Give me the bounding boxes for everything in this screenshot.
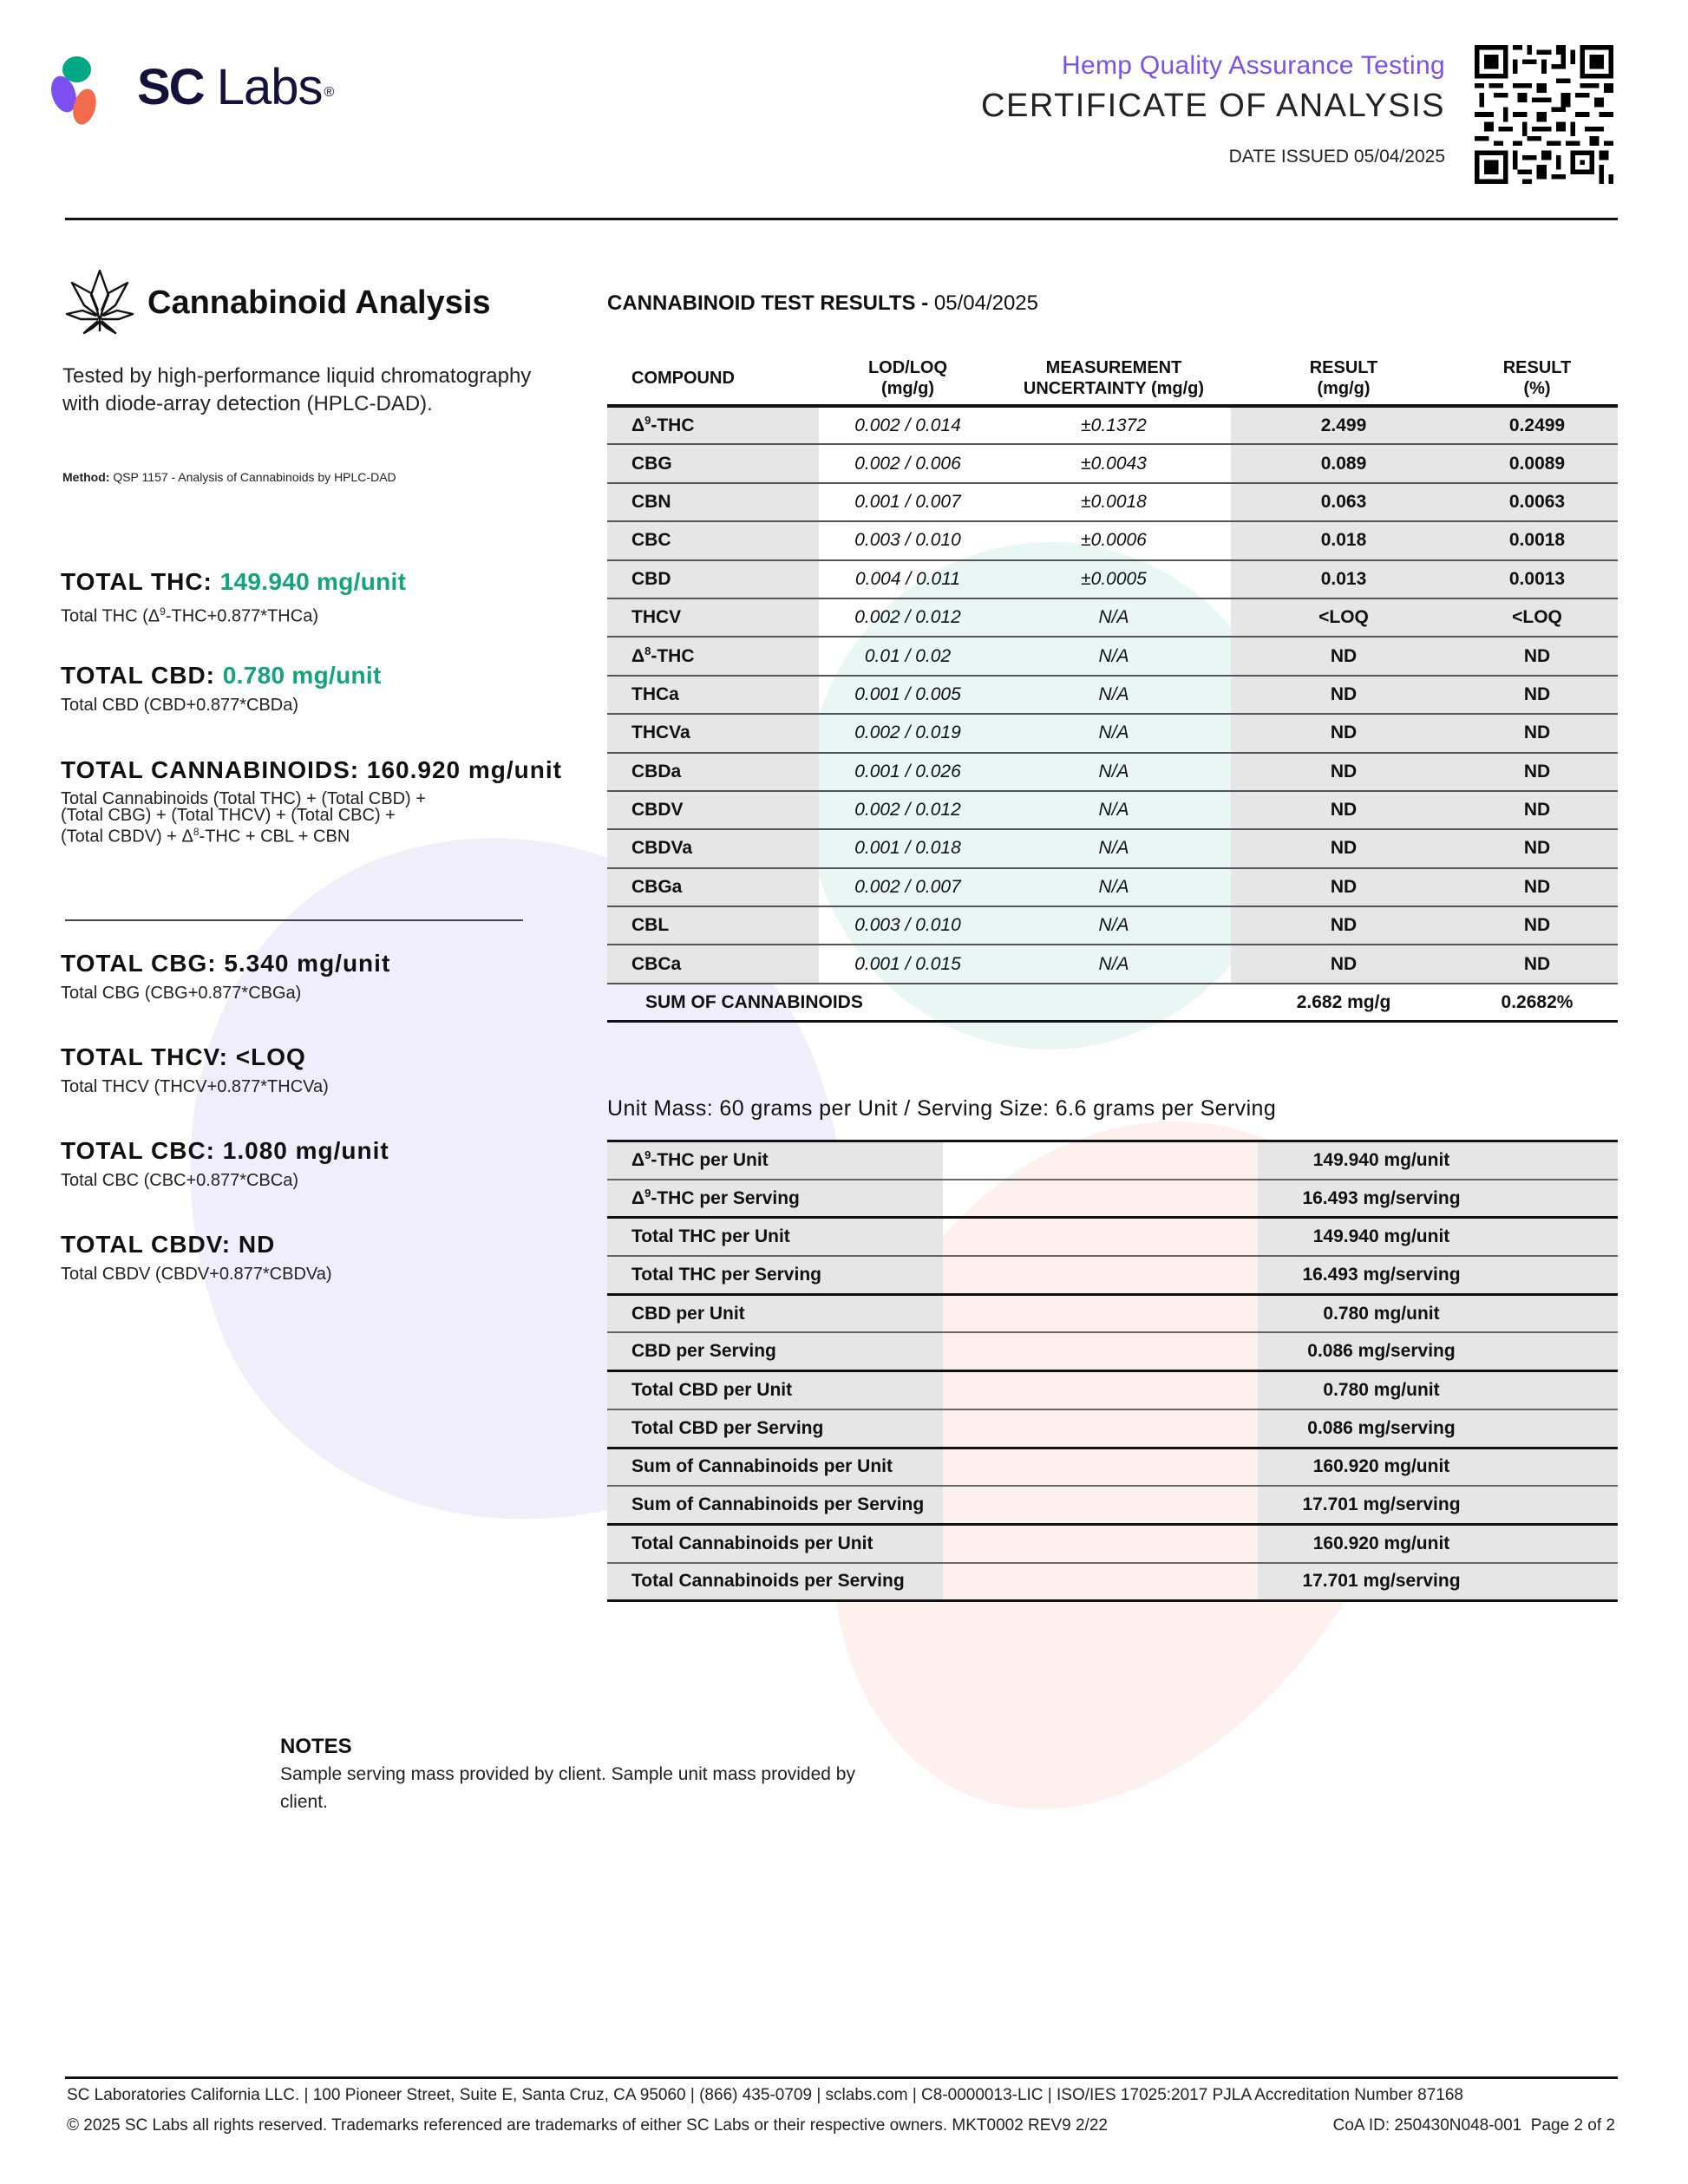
table-row — [607, 1409, 1618, 1448]
table-row — [607, 1218, 1618, 1256]
serving-value: 160.920 mg/unit — [1258, 1448, 1618, 1486]
sum-mgg: 2.682 mg/g — [1296, 991, 1391, 1012]
table-row — [607, 1180, 1618, 1218]
table-row — [607, 1294, 1618, 1332]
serving-value: 160.920 mg/unit — [1258, 1524, 1618, 1562]
lod-loq-value: 0.001 / 0.007 — [854, 491, 961, 512]
result-mgg: ND — [1231, 637, 1456, 675]
uncertainty-value: N/A — [1098, 915, 1129, 936]
result-pct: ND — [1456, 791, 1618, 829]
table-row — [607, 753, 1618, 791]
footer-company-info: SC Laboratories California LLC. | 100 Pioneer Street, Suite E, Santa Cruz, CA 95060 | (866) 435-0709 | sclabs.com | C8-0000013-LIC | ISO/IES 17025:2017 PJLA Accreditation Number 87168 — [67, 2086, 1463, 2104]
uncertainty-value: N/A — [1098, 800, 1129, 821]
lod-loq-value: 0.002 / 0.012 — [854, 607, 961, 628]
uncertainty-value: N/A — [1098, 607, 1129, 628]
logo-wordmark — [137, 61, 333, 114]
method-description: Tested by high-performance liquid chromatography with diode-array detection (HPLC-DAD). — [62, 364, 532, 415]
table-row — [607, 406, 1618, 444]
result-mgg: <LOQ — [1231, 598, 1456, 637]
total-cbd — [61, 662, 382, 714]
column-header-lod-loq: LOD/LOQ (mg/g) — [867, 358, 948, 398]
uncertainty-value: N/A — [1098, 953, 1129, 974]
result-pct: 0.0018 — [1456, 521, 1618, 559]
table-row — [607, 483, 1618, 521]
method-text: QSP 1157 - Analysis of Cannabinoids by HPLC-DAD — [113, 470, 396, 484]
result-mgg: ND — [1231, 906, 1456, 945]
sum-of-cannabinoids-row — [607, 984, 1618, 1022]
table-row — [607, 676, 1618, 714]
serving-table — [607, 1140, 1618, 1602]
result-mgg: ND — [1231, 829, 1456, 867]
total-value: ND — [238, 1231, 276, 1258]
qr-code-icon[interactable] — [1475, 45, 1613, 184]
lod-loq-value: 0.001 / 0.005 — [854, 683, 961, 704]
result-mgg: ND — [1231, 945, 1456, 983]
total-formula: Total CBD (CBD+0.877*CBDa) — [61, 696, 298, 715]
table-row — [607, 637, 1618, 675]
section-title: Cannabinoid Analysis — [147, 284, 491, 321]
lod-loq-value: 0.004 / 0.011 — [854, 568, 961, 589]
table-row — [607, 868, 1618, 906]
lod-loq-value: 0.01 / 0.02 — [864, 645, 952, 666]
total-formula: Total CBDV (CBDV+0.877*CBDVa) — [61, 1265, 332, 1284]
page-number: Page 2 of 2 — [1530, 2116, 1615, 2135]
total-formula: Total CBC (CBC+0.877*CBCa) — [61, 1171, 298, 1190]
column-header-result-pct: RESULT (%) — [1502, 358, 1572, 398]
column-header-uncertainty: MEASUREMENT UNCERTAINTY (mg/g) — [1023, 358, 1205, 398]
total-value: 5.340 mg/unit — [224, 950, 391, 977]
uncertainty-value: ±0.0005 — [1081, 568, 1147, 589]
table-row — [607, 714, 1618, 752]
cannabinoid-results-table — [607, 354, 1618, 1023]
compound-name: CBC — [607, 521, 819, 559]
sum-label: SUM OF CANNABINOIDS — [645, 991, 863, 1012]
serving-label: Total THC per Serving — [607, 1256, 943, 1294]
total-label: TOTAL CBDV: — [61, 1231, 232, 1258]
table-row — [607, 598, 1618, 637]
total-label: TOTAL CBG: — [61, 950, 217, 977]
uncertainty-value: N/A — [1098, 761, 1129, 781]
result-pct: ND — [1456, 753, 1618, 791]
results-title — [607, 291, 1038, 316]
total-thcv — [61, 1043, 329, 1095]
footer-coa-id-page — [1333, 2116, 1615, 2135]
table-header-row — [607, 354, 1618, 406]
total-label: TOTAL THCV: — [61, 1043, 228, 1070]
uncertainty-value: N/A — [1098, 645, 1129, 666]
total-formula: Total Cannabinoids (Total THC) + (Total CBD) + (Total CBG) + (Total THCV) + (Total CBC) + (Total CBDV) + $\Delta^8$-THC + CBL + CBN — [61, 789, 426, 847]
total-cbg — [61, 950, 390, 1002]
table-row — [607, 1141, 1618, 1180]
lod-loq-value: 0.001 / 0.018 — [854, 838, 961, 859]
total-formula: Total THCV (THCV+0.877*THCVa) — [61, 1077, 329, 1096]
left-divider — [65, 919, 523, 921]
result-pct: ND — [1456, 637, 1618, 675]
table-row — [607, 1563, 1618, 1601]
serving-label: Total CBD per Serving — [607, 1409, 943, 1448]
lod-loq-value: 0.002 / 0.014 — [854, 415, 961, 435]
uncertainty-value: N/A — [1098, 838, 1129, 859]
serving-label: Total Cannabinoids per Unit — [607, 1524, 943, 1562]
uncertainty-value: ±0.0018 — [1081, 491, 1147, 512]
uncertainty-value: ±0.1372 — [1081, 415, 1147, 435]
sum-pct: 0.2682% — [1501, 991, 1574, 1012]
uncertainty-value: ±0.0006 — [1081, 530, 1147, 551]
result-mgg: ND — [1231, 676, 1456, 714]
serving-value: 0.086 mg/serving — [1258, 1409, 1618, 1448]
compound-name: CBCa — [607, 945, 819, 983]
table-row — [607, 791, 1618, 829]
table-row — [607, 1371, 1618, 1409]
serving-value: 0.780 mg/unit — [1258, 1371, 1618, 1409]
coa-id: CoA ID: 250430N048-001 — [1332, 2116, 1522, 2135]
registered-mark: ® — [324, 85, 334, 100]
serving-label: Sum of Cannabinoids per Unit — [607, 1448, 943, 1486]
result-mgg: 2.499 — [1231, 406, 1456, 444]
result-mgg: 0.089 — [1231, 444, 1456, 482]
lod-loq-value: 0.002 / 0.006 — [854, 453, 961, 474]
result-mgg: 0.013 — [1231, 560, 1456, 598]
lod-loq-value: 0.001 / 0.015 — [854, 953, 961, 974]
total-label: TOTAL CANNABINOIDS: — [61, 756, 360, 783]
table-row — [607, 521, 1618, 559]
result-pct: 0.2499 — [1456, 406, 1618, 444]
total-label: TOTAL CBD: — [61, 662, 215, 689]
compound-name: $\Delta^8$-THC — [607, 637, 819, 675]
results-title-label: CANNABINOID TEST RESULTS - — [607, 291, 929, 315]
serving-value: 0.780 mg/unit — [1258, 1294, 1618, 1332]
serving-label: $\Delta^9$-THC per Serving — [607, 1180, 943, 1218]
date-issued: DATE ISSUED 05/04/2025 — [1228, 147, 1445, 167]
compound-name: CBGa — [607, 868, 819, 906]
compound-name: THCVa — [607, 714, 819, 752]
serving-value: 149.940 mg/unit — [1258, 1218, 1618, 1256]
result-pct: ND — [1456, 829, 1618, 867]
serving-label: Total Cannabinoids per Serving — [607, 1563, 943, 1601]
total-value: 0.780 mg/unit — [222, 662, 382, 689]
footer-copyright: © 2025 SC Labs all rights reserved. Trademarks referenced are trademarks of either SC Labs or their respective owners. MKT0002 REV9 2/22 — [67, 2116, 1108, 2135]
total-value: 149.940 mg/unit — [219, 568, 407, 595]
results-title-date: 05/04/2025 — [928, 291, 1039, 315]
serving-label: Total CBD per Unit — [607, 1371, 943, 1409]
uncertainty-value: N/A — [1098, 876, 1129, 897]
total-cbdv — [61, 1231, 332, 1283]
compound-name: CBDV — [607, 791, 819, 829]
notes-heading: NOTES — [280, 1735, 352, 1758]
total-thc — [61, 568, 406, 625]
lod-loq-value: 0.003 / 0.010 — [854, 915, 961, 936]
logo-wordmark-bold: SC — [137, 59, 204, 115]
document-subtitle: Hemp Quality Assurance Testing — [1062, 51, 1445, 80]
lod-loq-value: 0.001 / 0.026 — [854, 761, 961, 781]
serving-value: 149.940 mg/unit — [1258, 1141, 1618, 1180]
serving-label: CBD per Unit — [607, 1294, 943, 1332]
total-formula: Total THC $(\Delta^9-THC+0.877*THCa)$ — [61, 605, 318, 626]
method-line — [62, 470, 396, 484]
total-value: 1.080 mg/unit — [222, 1137, 389, 1164]
result-pct: <LOQ — [1456, 598, 1618, 637]
compound-name: CBL — [607, 906, 819, 945]
table-row — [607, 1486, 1618, 1524]
compound-name: THCV — [607, 598, 819, 637]
result-pct: 0.0063 — [1456, 483, 1618, 521]
compound-name: CBN — [607, 483, 819, 521]
document-header — [981, 49, 1445, 168]
total-value: 160.920 mg/unit — [366, 756, 562, 783]
lod-loq-value: 0.003 / 0.010 — [854, 530, 961, 551]
result-pct: 0.0089 — [1456, 444, 1618, 482]
table-row — [607, 945, 1618, 983]
unit-mass-heading: Unit Mass: 60 grams per Unit / Serving Size: 6.6 grams per Serving — [607, 1096, 1277, 1121]
table-row — [607, 829, 1618, 867]
serving-value: 0.086 mg/serving — [1258, 1332, 1618, 1370]
serving-value: 17.701 mg/serving — [1258, 1563, 1618, 1601]
lod-loq-value: 0.002 / 0.012 — [854, 800, 961, 821]
result-mgg: ND — [1231, 791, 1456, 829]
table-row — [607, 1256, 1618, 1294]
logo-wordmark-light: Labs — [216, 59, 323, 115]
table-row — [607, 560, 1618, 598]
cannabis-leaf-icon — [65, 267, 134, 337]
compound-name: CBDVa — [607, 829, 819, 867]
table-row — [607, 1524, 1618, 1562]
compound-name: THCa — [607, 676, 819, 714]
result-pct: 0.0013 — [1456, 560, 1618, 598]
total-cbc — [61, 1137, 389, 1189]
result-pct: ND — [1456, 868, 1618, 906]
result-mgg: 0.018 — [1231, 521, 1456, 559]
uncertainty-value: N/A — [1098, 683, 1129, 704]
uncertainty-value: ±0.0043 — [1081, 453, 1147, 474]
compound-name: CBDa — [607, 753, 819, 791]
result-mgg: ND — [1231, 714, 1456, 752]
document-title: CERTIFICATE OF ANALYSIS — [981, 88, 1445, 124]
column-header-result-mgg: RESULT (mg/g) — [1309, 358, 1378, 398]
total-cannabinoids — [61, 756, 562, 846]
table-row — [607, 1448, 1618, 1486]
compound-name: $\Delta^9$-THC — [607, 406, 819, 444]
method-label: Method: — [62, 470, 110, 484]
lod-loq-value: 0.002 / 0.007 — [854, 876, 961, 897]
result-pct: ND — [1456, 676, 1618, 714]
serving-label: Total THC per Unit — [607, 1218, 943, 1256]
result-mgg: ND — [1231, 753, 1456, 791]
result-mgg: ND — [1231, 868, 1456, 906]
serving-value: 16.493 mg/serving — [1258, 1256, 1618, 1294]
uncertainty-value: N/A — [1098, 723, 1129, 743]
notes-body: Sample serving mass provided by client. Sample unit mass provided by client. — [280, 1764, 855, 1812]
table-row — [607, 444, 1618, 482]
compound-name: CBG — [607, 444, 819, 482]
sc-labs-logo — [52, 54, 364, 132]
compound-name: CBD — [607, 560, 819, 598]
footer-divider — [65, 2076, 1618, 2079]
serving-label: CBD per Serving — [607, 1332, 943, 1370]
column-header-compound: COMPOUND — [631, 369, 735, 388]
lod-loq-value: 0.002 / 0.019 — [854, 723, 961, 743]
serving-label: Sum of Cannabinoids per Serving — [607, 1486, 943, 1524]
table-row — [607, 1332, 1618, 1370]
result-pct: ND — [1456, 945, 1618, 983]
result-pct: ND — [1456, 714, 1618, 752]
serving-value: 17.701 mg/serving — [1258, 1486, 1618, 1524]
total-label: TOTAL THC: — [61, 568, 213, 595]
total-formula: Total CBG (CBG+0.877*CBGa) — [61, 984, 302, 1003]
result-pct: ND — [1456, 906, 1618, 945]
table-row — [607, 906, 1618, 945]
total-label: TOTAL CBC: — [61, 1137, 215, 1164]
serving-value: 16.493 mg/serving — [1258, 1180, 1618, 1218]
header-divider — [65, 218, 1618, 220]
serving-label: $\Delta^9$-THC per Unit — [607, 1141, 943, 1180]
total-value: <LOQ — [235, 1043, 306, 1070]
result-mgg: 0.063 — [1231, 483, 1456, 521]
